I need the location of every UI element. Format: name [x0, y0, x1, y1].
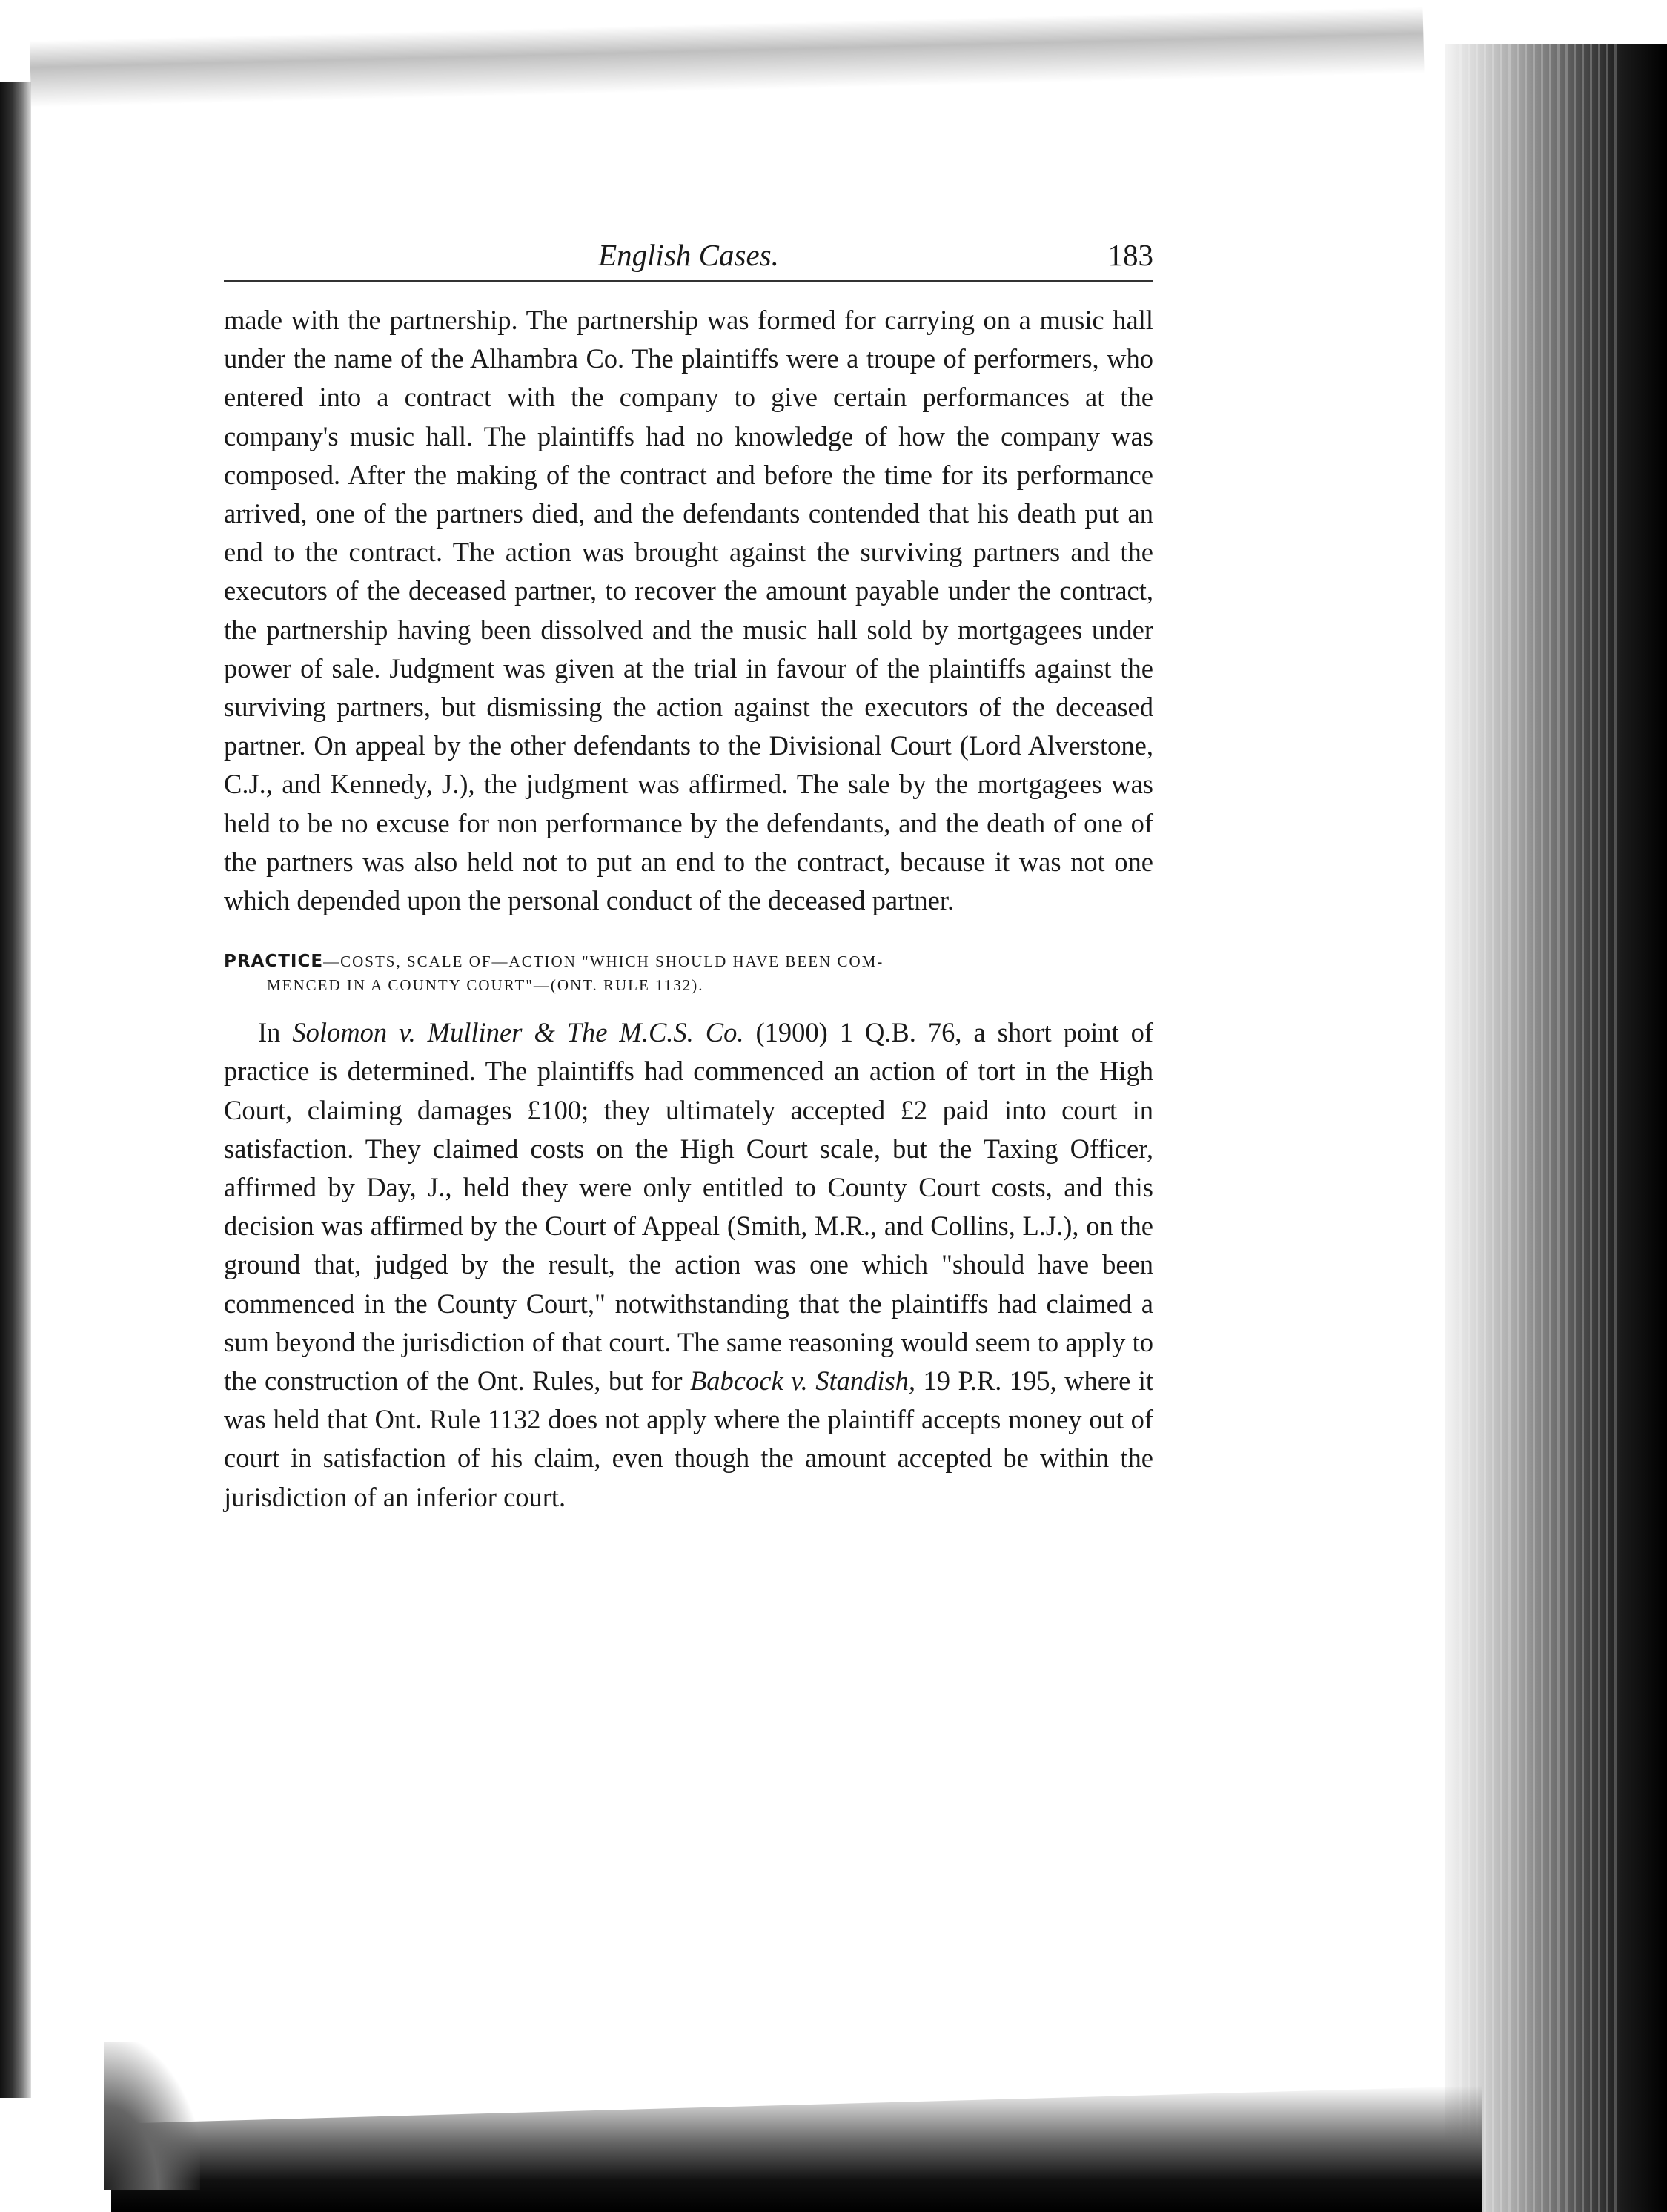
case-citation-solomon: Solomon v. Mulliner & The M.C.S. Co. — [292, 1017, 744, 1048]
scan-corner-smudge — [104, 2042, 200, 2190]
case-citation-babcock: Babcock v. Standish, — [690, 1365, 916, 1397]
paragraph-continued — [224, 301, 1153, 920]
running-head — [224, 236, 1153, 282]
section-heading-line-2: MENCED IN A COUNTY COURT"—(ONT. RULE 1132). — [267, 976, 704, 995]
scan-top-shadow — [30, 7, 1425, 107]
paragraph-2-body-2: 19 P.R. 195, where it was held that Ont. Rule 1132 does not apply where the plaintiff accepts money out of court in satisfaction of his claim, even though the amount accepted be within the jurisdiction of an inferior court. — [224, 1365, 1154, 1512]
section-heading-lead: PRACTICE — [224, 952, 324, 972]
scan-left-spine-shadow — [0, 82, 31, 2098]
scan-bottom-shadow — [111, 2086, 1482, 2212]
paragraph-2 — [224, 1013, 1153, 1517]
section-heading-practice — [224, 950, 1153, 997]
paragraph-2-prefix: In — [258, 1017, 293, 1048]
paragraph-1-text: made with the partnership. The partnership was formed for carrying on a music hall under the name of the Alhambra Co. The plaintiffs were a troupe of performers, who entered into a contract with the company to give certain performances at the company's music hall. The plaintiffs had no knowledge of how the company was composed. After the making of the contract and before the time for its performance arrived, one of the partners died, and the defendants contended that his death put an end to the contract. The action was brought against the surviving partners and the executors of the deceased partner, to recover the amount payable under the contract, the partnership having been dissolved and the music hall sold by mortgagees under power of sale. Judgment was given at the trial in favour of the plaintiffs against the surviving partners, but dismissing the action against the executors of the deceased partner. On appeal by the other defendants to the Divisional Court (Lord Alverstone, C.J., and Kennedy, J.), the judgment was affirmed. The sale by the mortgagees was held to be no excuse for non performance by the defendants, and the death of one of the partners was also held not to put an end to the contract, because it was not one which depended upon the personal conduct of the deceased partner. — [224, 305, 1153, 916]
page-number: 183 — [1107, 238, 1153, 272]
running-title: English Cases. — [598, 238, 779, 272]
section-heading-line-1: —COSTS, SCALE OF—ACTION "WHICH SHOULD HAVE BEEN COM- — [323, 953, 884, 971]
book-page-edge-lines — [1459, 44, 1623, 2212]
page-text-block — [224, 236, 1153, 1517]
paragraph-2-body-1: (1900) 1 Q.B. 76, a short point of practice is determined. The plaintiffs had commenced an action of tort in the High Court, claiming damages £100; they ultimately accepted £2 paid into court in satisfaction. They claimed costs on the High Court scale, but the Taxing Officer, affirmed by Day, J., held they were only entitled to County Court costs, and this decision was affirmed by the Court of Appeal (Smith, M.R., and Collins, L.J.), on the ground that, judged by the result, the action was one which "should have been commenced in the County Court," notwithstanding that the plaintiffs had claimed a sum beyond the jurisdiction of that court. The same reasoning would seem to apply to the construction of the Ont. Rules, but for — [224, 1017, 1153, 1397]
